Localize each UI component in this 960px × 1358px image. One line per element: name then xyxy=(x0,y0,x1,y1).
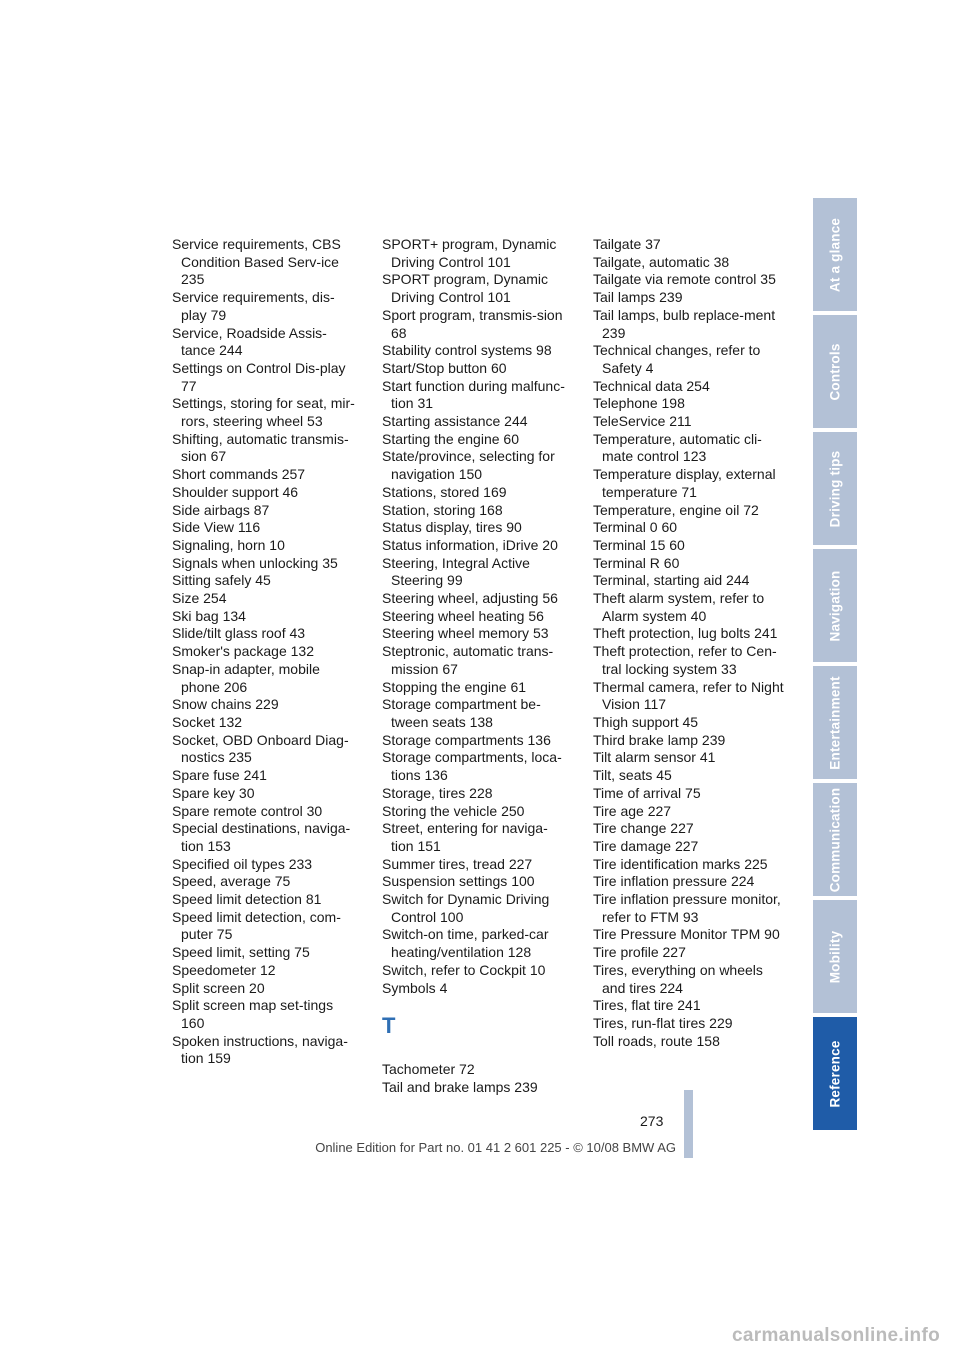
index-entry: Tire inflation pressure 224 xyxy=(593,873,755,890)
index-entry: Tailgate via remote control 35 xyxy=(593,271,776,288)
index-entry: Theft protection, lug bolts 241 xyxy=(593,625,778,642)
index-entry: Steering wheel, adjusting 56 xyxy=(382,590,558,607)
index-entry: Stability control systems 98 xyxy=(382,342,552,359)
index-entry: Summer tires, tread 227 xyxy=(382,855,533,872)
index-entry: Signals when unlocking 35 xyxy=(172,554,338,571)
index-entry: Storing the vehicle 250 xyxy=(382,802,525,819)
index-entry: Toll roads, route 158 xyxy=(593,1032,720,1049)
index-entry: Steering wheel heating 56 xyxy=(382,607,544,624)
index-entry: Tilt, seats 45 xyxy=(593,767,672,784)
index-entry: Side airbags 87 xyxy=(172,501,270,518)
index-entry: Theft alarm system, refer to Alarm system 40 xyxy=(593,590,765,624)
index-entry: Terminal, starting aid 244 xyxy=(593,572,750,589)
tab-at-a-glance[interactable] xyxy=(813,198,857,311)
index-entry: Spare key 30 xyxy=(172,784,255,801)
index-entry: Third brake lamp 239 xyxy=(593,731,726,748)
index-entry: Tire profile 227 xyxy=(593,944,686,961)
tab-label: Entertainment xyxy=(827,675,843,770)
index-entry: Switch, refer to Cockpit 10 xyxy=(382,961,546,978)
index-entry: Temperature, automatic cli-mate control 123 xyxy=(593,430,762,465)
tab-mobility[interactable] xyxy=(813,900,857,1013)
index-entry: Sport program, transmis-sion 68 xyxy=(382,306,563,341)
tab-label: Reference xyxy=(827,1039,843,1108)
index-entry: Tailgate, automatic 38 xyxy=(593,253,730,270)
index-entry: Stations, stored 169 xyxy=(382,483,507,500)
index-entry: Settings, storing for seat, mir-rors, steering wheel 53 xyxy=(172,395,355,430)
index-entry: Technical changes, refer to Safety 4 xyxy=(593,342,761,376)
tab-label: Driving tips xyxy=(827,450,843,527)
index-entry: Spoken instructions, naviga-tion 159 xyxy=(172,1032,348,1067)
index-entry: Storage compartments 136 xyxy=(382,731,551,748)
index-entry: Tachometer 72 xyxy=(382,1061,475,1078)
index-entry: Tires, flat tire 241 xyxy=(593,997,701,1014)
index-entry: Speed limit, setting 75 xyxy=(172,944,310,961)
footer-text: Online Edition for Part no. 01 41 2 601 225 - © 10/08 BMW AG xyxy=(315,1140,676,1155)
index-entry: Terminal 15 60 xyxy=(593,536,685,553)
index-entry: Status display, tires 90 xyxy=(382,519,522,536)
index-entry: Street, entering for naviga-tion 151 xyxy=(382,820,548,854)
index-entry: Socket 132 xyxy=(172,713,243,730)
tab-communication[interactable] xyxy=(813,783,857,896)
index-entry: Sitting safely 45 xyxy=(172,572,271,589)
index-entry: State/province, selecting for navigation 150 xyxy=(382,448,555,483)
index-entry: Tail and brake lamps 239 xyxy=(382,1078,538,1095)
index-entry: Terminal R 60 xyxy=(593,554,680,571)
tab-label: Communication xyxy=(827,787,843,892)
index-entry: Theft protection, refer to Cen-tral locking system 33 xyxy=(593,643,777,677)
index-entry: Size 254 xyxy=(172,590,227,607)
index-entry: Storage compartments, loca-tions 136 xyxy=(382,749,562,784)
index-entry: Speed, average 75 xyxy=(172,873,291,890)
tab-controls[interactable] xyxy=(813,315,857,428)
index-entry: SPORT program, Dynamic Driving Control 101 xyxy=(382,271,548,306)
index-entry: Side View 116 xyxy=(172,519,261,536)
index-entry: Tail lamps 239 xyxy=(593,289,683,306)
index-entry: Slide/tilt glass roof 43 xyxy=(172,625,306,642)
index-entry: Terminal 0 60 xyxy=(593,519,678,536)
index-entry: Socket, OBD Onboard Diag-nostics 235 xyxy=(172,731,349,766)
index-entry: Snap-in adapter, mobile phone 206 xyxy=(172,660,320,695)
index-entry: Suspension settings 100 xyxy=(382,873,535,890)
index-entry: Tire identification marks 225 xyxy=(593,855,768,872)
index-entry: Smoker's package 132 xyxy=(172,643,314,660)
index-entry: Speedometer 12 xyxy=(172,961,276,978)
index-entry: Split screen map set-tings 160 xyxy=(172,997,334,1031)
index-entry: Speed limit detection 81 xyxy=(172,891,322,908)
tab-label: Controls xyxy=(827,342,843,401)
section-letter: T xyxy=(382,1013,396,1039)
index-entry: Tire change 227 xyxy=(593,820,694,837)
index-entry: Start function during malfunc-tion 31 xyxy=(382,377,565,412)
index-entry: Temperature display, external temperature 71 xyxy=(593,466,776,500)
index-entry: Steering wheel memory 53 xyxy=(382,625,549,642)
index-entry: Tire inflation pressure monitor, refer to FTM 93 xyxy=(593,891,781,925)
index-entry: Time of arrival 75 xyxy=(593,784,701,801)
tab-label: At a glance xyxy=(827,217,843,292)
index-entry: Starting the engine 60 xyxy=(382,430,519,447)
page-number: 273 xyxy=(640,1113,664,1129)
index-entry: Specified oil types 233 xyxy=(172,855,313,872)
index-entry: Service, Roadside Assis-tance 244 xyxy=(172,324,327,359)
index-entry: Ski bag 134 xyxy=(172,607,246,624)
index-entry: Telephone 198 xyxy=(593,395,685,412)
index-entry: Tires, run-flat tires 229 xyxy=(593,1014,733,1031)
tab-navigation[interactable] xyxy=(813,549,857,662)
tab-label: Navigation xyxy=(827,569,843,642)
footer-bar xyxy=(684,1090,693,1158)
index-entry: Tilt alarm sensor 41 xyxy=(593,749,716,766)
index-entry: Split screen 20 xyxy=(172,979,265,996)
index-entry: Spare remote control 30 xyxy=(172,802,323,819)
index-entry: Tire damage 227 xyxy=(593,837,699,854)
index-entry: Tail lamps, bulb replace-ment 239 xyxy=(593,306,776,341)
index-entry: Thermal camera, refer to Night Vision 117 xyxy=(593,678,784,713)
index-entry: Tire Pressure Monitor TPM 90 xyxy=(593,926,780,943)
index-entry: Stopping the engine 61 xyxy=(382,678,527,695)
index-entry: Steptronic, automatic trans-mission 67 xyxy=(382,643,554,677)
index-entry: Symbols 4 xyxy=(382,979,448,996)
index-entry: Start/Stop button 60 xyxy=(382,359,507,376)
index-entry: Tailgate 37 xyxy=(593,236,661,252)
index-entry: Short commands 257 xyxy=(172,466,306,483)
index-entry: Speed limit detection, com-puter 75 xyxy=(172,908,341,943)
index-entry: Temperature, engine oil 72 xyxy=(593,501,759,518)
index-entry: Tire age 227 xyxy=(593,802,672,819)
index-entry: Settings on Control Dis-play 77 xyxy=(172,359,346,394)
index-entry: Thigh support 45 xyxy=(593,713,699,730)
index-entry: Switch for Dynamic Driving Control 100 xyxy=(382,891,550,925)
tab-label: Mobility xyxy=(827,930,843,983)
index-entry: SPORT+ program, Dynamic Driving Control 101 xyxy=(382,236,557,270)
index-entry: Spare fuse 241 xyxy=(172,767,267,784)
tab-driving-tips[interactable] xyxy=(813,432,857,545)
index-entry: Shoulder support 46 xyxy=(172,483,299,500)
index-column-1 xyxy=(172,236,357,1068)
index-entry: Station, storing 168 xyxy=(382,501,503,518)
index-column-3 xyxy=(593,236,785,1050)
tab-reference[interactable] xyxy=(813,1017,857,1130)
index-entry: Special destinations, naviga-tion 153 xyxy=(172,820,351,854)
index-entry: Shifting, automatic transmis-sion 67 xyxy=(172,430,349,465)
index-entry: Switch-on time, parked-car heating/ventilation 128 xyxy=(382,926,549,961)
tab-entertainment[interactable] xyxy=(813,666,857,779)
index-entry: TeleService 211 xyxy=(593,413,692,430)
index-entry: Signaling, horn 10 xyxy=(172,536,285,553)
index-entry: Starting assistance 244 xyxy=(382,413,528,430)
index-entry: Storage, tires 228 xyxy=(382,784,493,801)
index-entry: Service requirements, dis-play 79 xyxy=(172,289,335,323)
index-entry: Technical data 254 xyxy=(593,377,710,394)
index-entry: Status information, iDrive 20 xyxy=(382,536,558,553)
index-entry: Service requirements, CBS Condition Based Serv-ice 235 xyxy=(172,236,341,288)
watermark: carmanualsonline.info xyxy=(732,1325,940,1346)
index-entry: Storage compartment be-tween seats 138 xyxy=(382,696,541,730)
index-entry: Tires, everything on wheels and tires 224 xyxy=(593,961,763,996)
index-entry: Snow chains 229 xyxy=(172,696,279,713)
index-column-2 xyxy=(382,236,567,1097)
index-entry: Steering, Integral Active Steering 99 xyxy=(382,554,530,589)
